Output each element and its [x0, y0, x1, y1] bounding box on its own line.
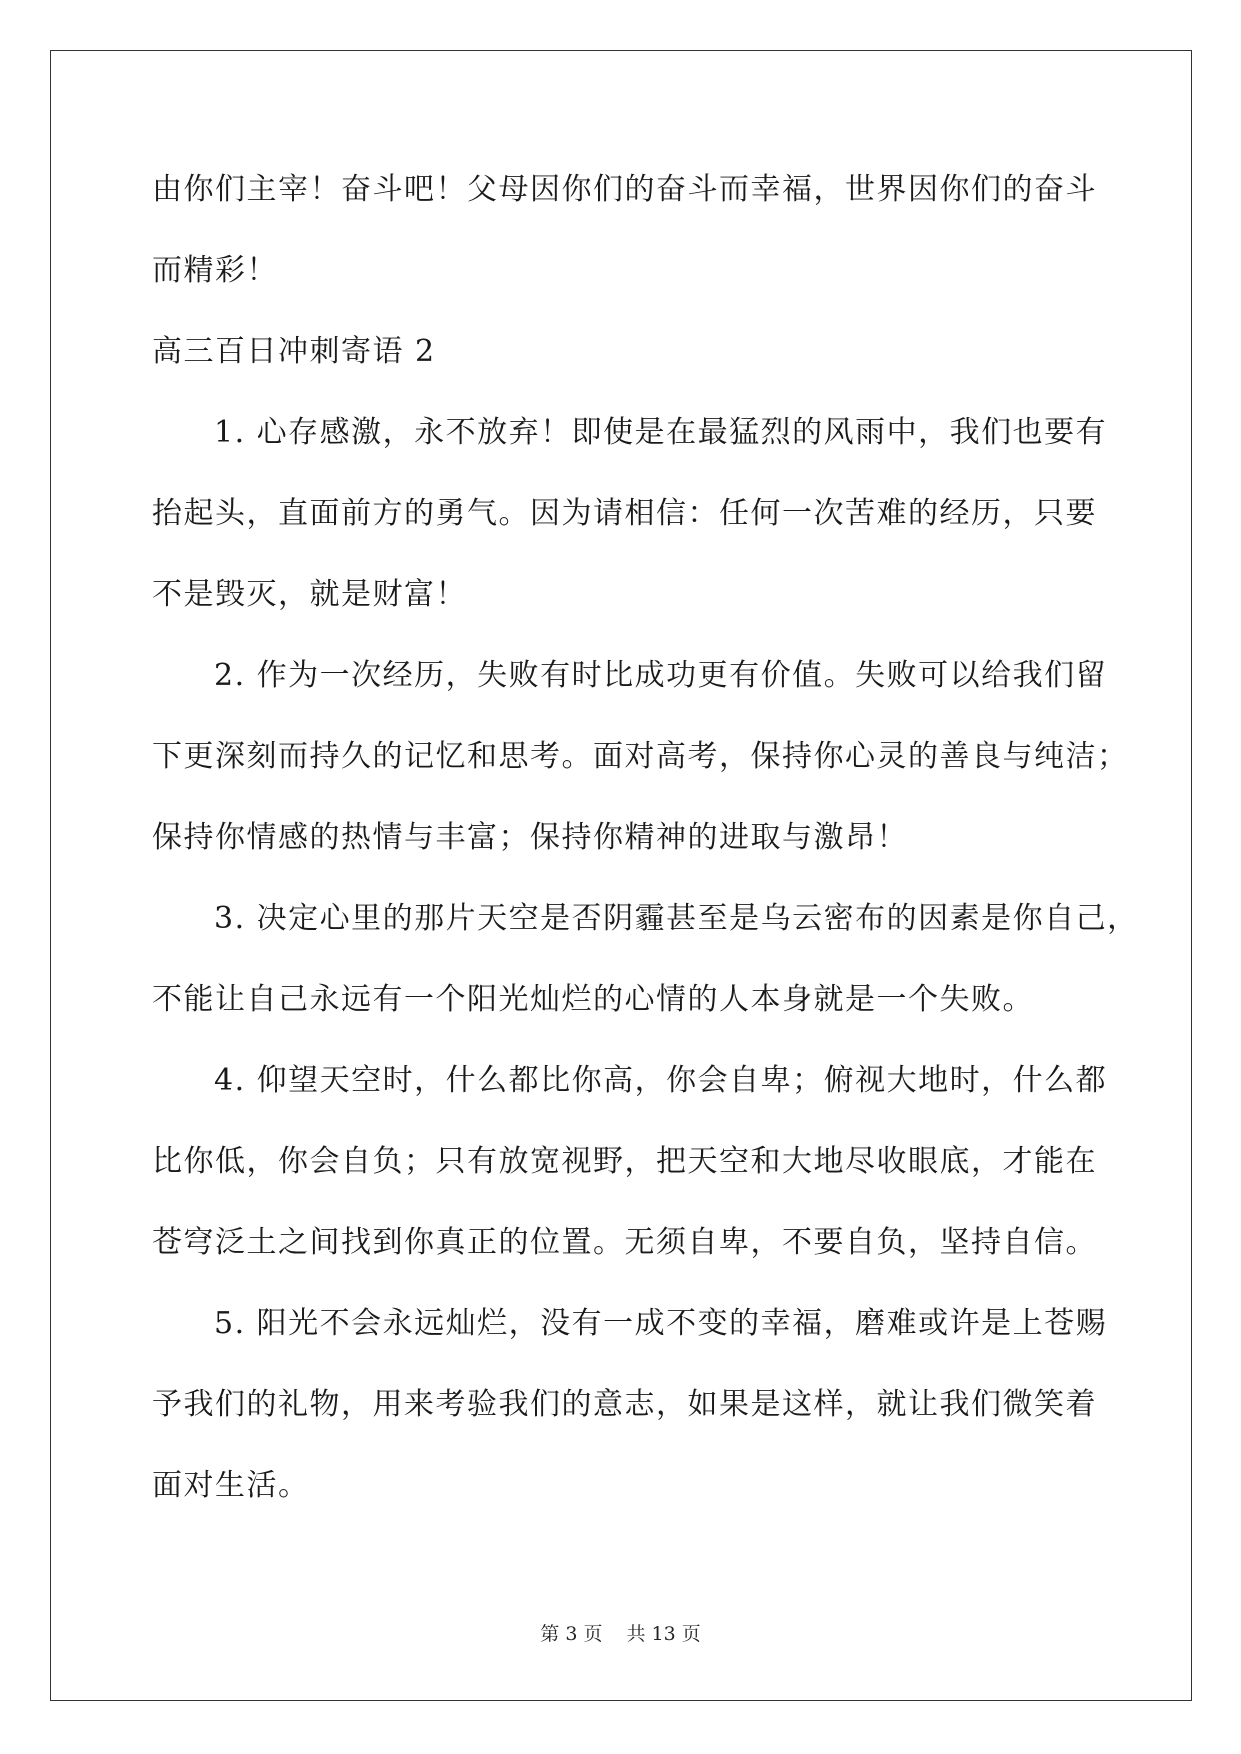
item-4-line: 4. 仰望天空时，什么都比你高，你会自卑；俯视大地时，什么都: [214, 1063, 1108, 1098]
item-5-line: 面对生活。: [152, 1468, 310, 1503]
document-body: [152, 160, 1139, 1537]
item-5-line: 5. 阳光不会永远灿烂，没有一成不变的幸福，磨难或许是上苍赐: [214, 1306, 1108, 1341]
paragraph-line: 由你们主宰！奋斗吧！父母因你们的奋斗而幸福，世界因你们的奋斗: [152, 172, 1097, 207]
item-2-line: 保持你情感的热情与丰富；保持你精神的进取与激昂！: [152, 820, 908, 855]
section-heading: 高三百日冲刺寄语 2: [152, 334, 436, 369]
item-1-line: 不是毁灭，就是财富！: [152, 577, 467, 612]
item-1-line: 1. 心存感激，永不放弃！即使是在最猛烈的风雨中，我们也要有: [214, 415, 1108, 450]
item-2-line: 下更深刻而持久的记忆和思考。面对高考，保持你心灵的善良与纯洁；: [152, 739, 1129, 774]
item-4-line: 比你低，你会自负；只有放宽视野，把天空和大地尽收眼底，才能在: [152, 1144, 1097, 1179]
item-3-line: 3. 决定心里的那片天空是否阴霾甚至是乌云密布的因素是你自己，: [214, 901, 1139, 936]
page-number: 第 3 页: [540, 1623, 603, 1645]
item-2-line: 2. 作为一次经历，失败有时比成功更有价值。失败可以给我们留: [214, 658, 1108, 693]
item-1-line: 抬起头，直面前方的勇气。因为请相信：任何一次苦难的经历，只要: [152, 496, 1097, 531]
page-footer: [0, 1619, 1241, 1646]
item-4-line: 苍穹泛土之间找到你真正的位置。无须自卑，不要自负，坚持自信。: [152, 1225, 1097, 1260]
paragraph-line: 而精彩！: [152, 253, 278, 288]
item-3-line: 不能让自己永远有一个阳光灿烂的心情的人本身就是一个失败。: [152, 982, 1034, 1017]
item-5-line: 予我们的礼物，用来考验我们的意志，如果是这样，就让我们微笑着: [152, 1387, 1097, 1422]
page-total: 共 13 页: [626, 1623, 701, 1645]
